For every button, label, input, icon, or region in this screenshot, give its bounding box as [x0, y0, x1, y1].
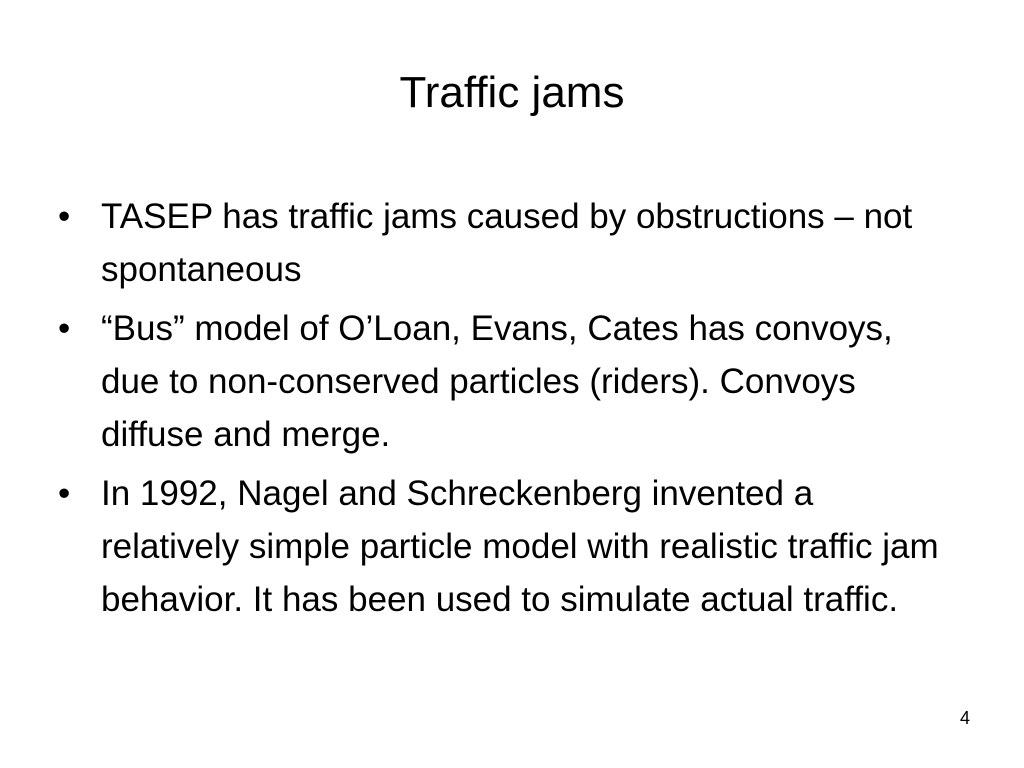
page-number: 4 [959, 708, 970, 728]
bullet-list [58, 190, 958, 632]
bullet-item [58, 190, 958, 296]
slide-title: Traffic jams [399, 68, 625, 117]
bullet-icon: • [58, 474, 71, 513]
bullet-text: TASEP has traffic jams caused by obstructions – not spontaneous [101, 197, 913, 289]
bullet-item [58, 302, 958, 461]
bullet-item [58, 467, 958, 626]
bullet-icon: • [58, 309, 71, 348]
bullet-text: In 1992, Nagel and Schreckenberg invented a relatively simple particle model with realistic traffic jam behavior. It has been used to simulate actual traffic. [101, 474, 939, 619]
bullet-text: “Bus” model of O’Loan, Evans, Cates has convoys, due to non-conserved particles (riders). Convoys diffuse and merge. [101, 309, 893, 454]
bullet-icon: • [58, 197, 71, 236]
